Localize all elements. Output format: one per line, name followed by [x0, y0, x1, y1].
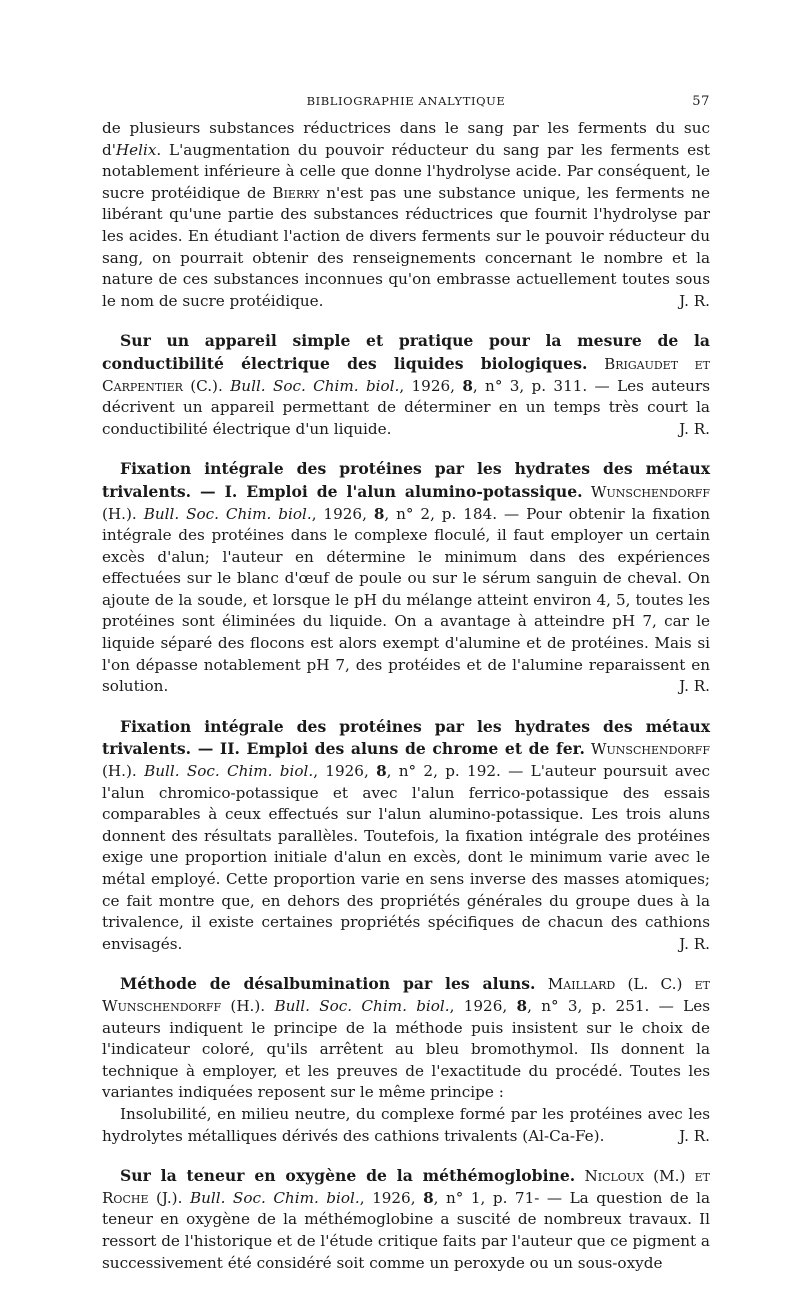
entry-title: Sur la teneur en oxygène de la méthémoglobine. [120, 1166, 576, 1186]
continuation-paragraph [102, 118, 710, 312]
entry-authors: Nicloux (M.) et Roche (J.). [102, 1167, 710, 1207]
entry-title: Fixation intégrale des protéines par les hydrates des métaux trivalents. — I. Emploi de l'alun alumino-potassique. [102, 459, 710, 501]
citation-year: , 1926, [449, 996, 517, 1015]
citation-volume: 8 [462, 376, 473, 395]
entry-body: La question de la teneur en oxygène de la méthémoglobine a suscité de nombreux travaux. Il ressort de l'historique et de l'étude critique faits par l'auteur que ce pigment a successivement été considéré soit comme un peroxyde ou un sous-oxyde [102, 1188, 711, 1272]
bibliography-entry [102, 973, 710, 1147]
text-segment: . L'augmentation du pouvoir réducteur du sang par les ferments est notablement inférieure à celle que donne l'hydrolyse acide. Par conséquent, le sucre protéidique de [102, 140, 710, 202]
entry-body: Les auteurs indiquent le principe de la méthode puis insistent sur le choix de l'indicateur coloré, qu'ils arrêtent au bleu bromothymol. Ils donnent la technique à employer, et les preuves de l'exactitude du procédé. Toutes les variantes indiquées reposent sur le même principe : [102, 996, 711, 1102]
journal-name: Bull. Soc. Chim. biol. [143, 504, 312, 523]
entry-body: Pour obtenir la fixation intégrale des protéines dans le complexe floculé, il faut employer un certain excès d'alun; l'auteur en détermine le minimum dans des expériences effectuées sur le blanc d'œuf de poule ou sur le sérum sanguin de cheval. On ajoute de la soude, et lorsque le pH du mélange atteint environ 4, 5, toutes les protéines sont éliminées du liquide. On a avantage à atteindre pH 7, car le liquide séparé des flocons est alors exempt d'alumine et de protéines. Mais si l'on dépasse notablement pH 7, des protéides et de l'alumine reparaissent en solution. [102, 504, 711, 696]
citation-year: , 1926, [311, 504, 374, 523]
bibliography-entry [102, 458, 710, 698]
signature: J. R. [679, 677, 710, 696]
italic-term: Helix [115, 140, 157, 159]
citation-year: , 1926, [313, 762, 377, 781]
entry-authors: Wunschendorff (H.). [102, 482, 711, 523]
signature: J. R. [679, 291, 710, 310]
citation-issue: , n° 3, p. 251. — [527, 996, 684, 1015]
citation-volume: 8 [423, 1188, 434, 1207]
signature: J. R. [679, 934, 710, 953]
bibliography-entry [102, 716, 710, 956]
citation-volume: 8 [376, 762, 387, 781]
page-number: 57 [692, 94, 710, 109]
entry-title: Sur un appareil simple et pratique pour la mesure de la conductibilité électrique des liquides biologiques. [102, 331, 710, 373]
citation-year: , 1926, [399, 376, 463, 395]
citation-issue: , n° 1, p. 71- — [433, 1188, 570, 1207]
entry-title: Méthode de désalbumination par les aluns. [120, 974, 536, 994]
running-head [102, 88, 710, 118]
entry-body-continued: Insolubilité, en milieu neutre, du complexe formé par les protéines avec les hydrolytes métalliques dérivés des cathions trivalents (Al-Ca-Fe). [102, 1104, 710, 1145]
entry-body: Les auteurs décrivent un appareil permettant de déterminer en un temps très court la conductibilité électrique d'un liquide. [102, 376, 711, 438]
citation-issue: , n° 3, p. 311. — [472, 376, 618, 395]
entry-title: Fixation intégrale des protéines par les hydrates des métaux trivalents. — II. Emploi des aluns de chrome et de fer. [102, 716, 710, 759]
text-segment: n'est pas une substance unique, les ferments ne libérant qu'une partie des substances réductrices que fournit l'hydrolyse par les acides. En étudiant l'action de divers ferments sur le pouvoir réducteur du sang, on pourrait obtenir des renseignements concernant le nombre et la nature de ces substances inconnues qu'on embrasse actuellement toutes sous le nom de sucre protéidique. [102, 183, 710, 310]
page [102, 88, 710, 1292]
citation-volume: 8 [373, 504, 385, 523]
entry-authors: Maillard (L. C.) et Wunschendorff (H.). [102, 975, 711, 1015]
entry-body: L'auteur poursuit avec l'alun chromico-potassique et avec l'alun ferrico-potassique des essais comparables à ceux effectués sur l'alun alumino-potassique. Les trois aluns donnent des résultats parallèles. Toutefois, la fixation intégrale des protéines exige une proportion initiale d'alun en excès, dont le minimum varie avec le métal employé. Cette proportion varie en sens inverse des masses atomiques; ce fait montre que, en dehors des propriétés générales du groupe dues à la trivalence, il existe certaines propriétés spécifiques de chacun des cathions envisagés. [102, 762, 710, 953]
journal-name: Bull. Soc. Chim. biol. [274, 996, 450, 1015]
journal-name: Bull. Soc. Chim. biol. [230, 376, 400, 395]
running-title: BIBLIOGRAPHIE ANALYTIQUE [306, 94, 506, 108]
signature: J. R. [679, 419, 710, 438]
bibliography-entry [102, 330, 710, 440]
author-name: Bierry [272, 183, 320, 202]
text-segment: de plusieurs substances réductrices dans le sang par les ferments du suc d' [102, 119, 710, 159]
signature: J. R. [679, 1126, 710, 1145]
citation-issue: , n° 2, p. 184. — [384, 504, 527, 523]
entry-authors: Brigaudet et Carpentier (C.). [102, 354, 711, 395]
journal-name: Bull. Soc. Chim. biol. [144, 762, 314, 781]
citation-volume: 8 [516, 996, 528, 1015]
citation-year: , 1926, [359, 1188, 424, 1207]
entry-authors: Wunschendorff (H.). [102, 740, 711, 781]
bibliography-entry [102, 1165, 710, 1274]
journal-name: Bull. Soc. Chim. biol. [189, 1188, 360, 1207]
citation-issue: , n° 2, p. 192. — [386, 762, 531, 781]
